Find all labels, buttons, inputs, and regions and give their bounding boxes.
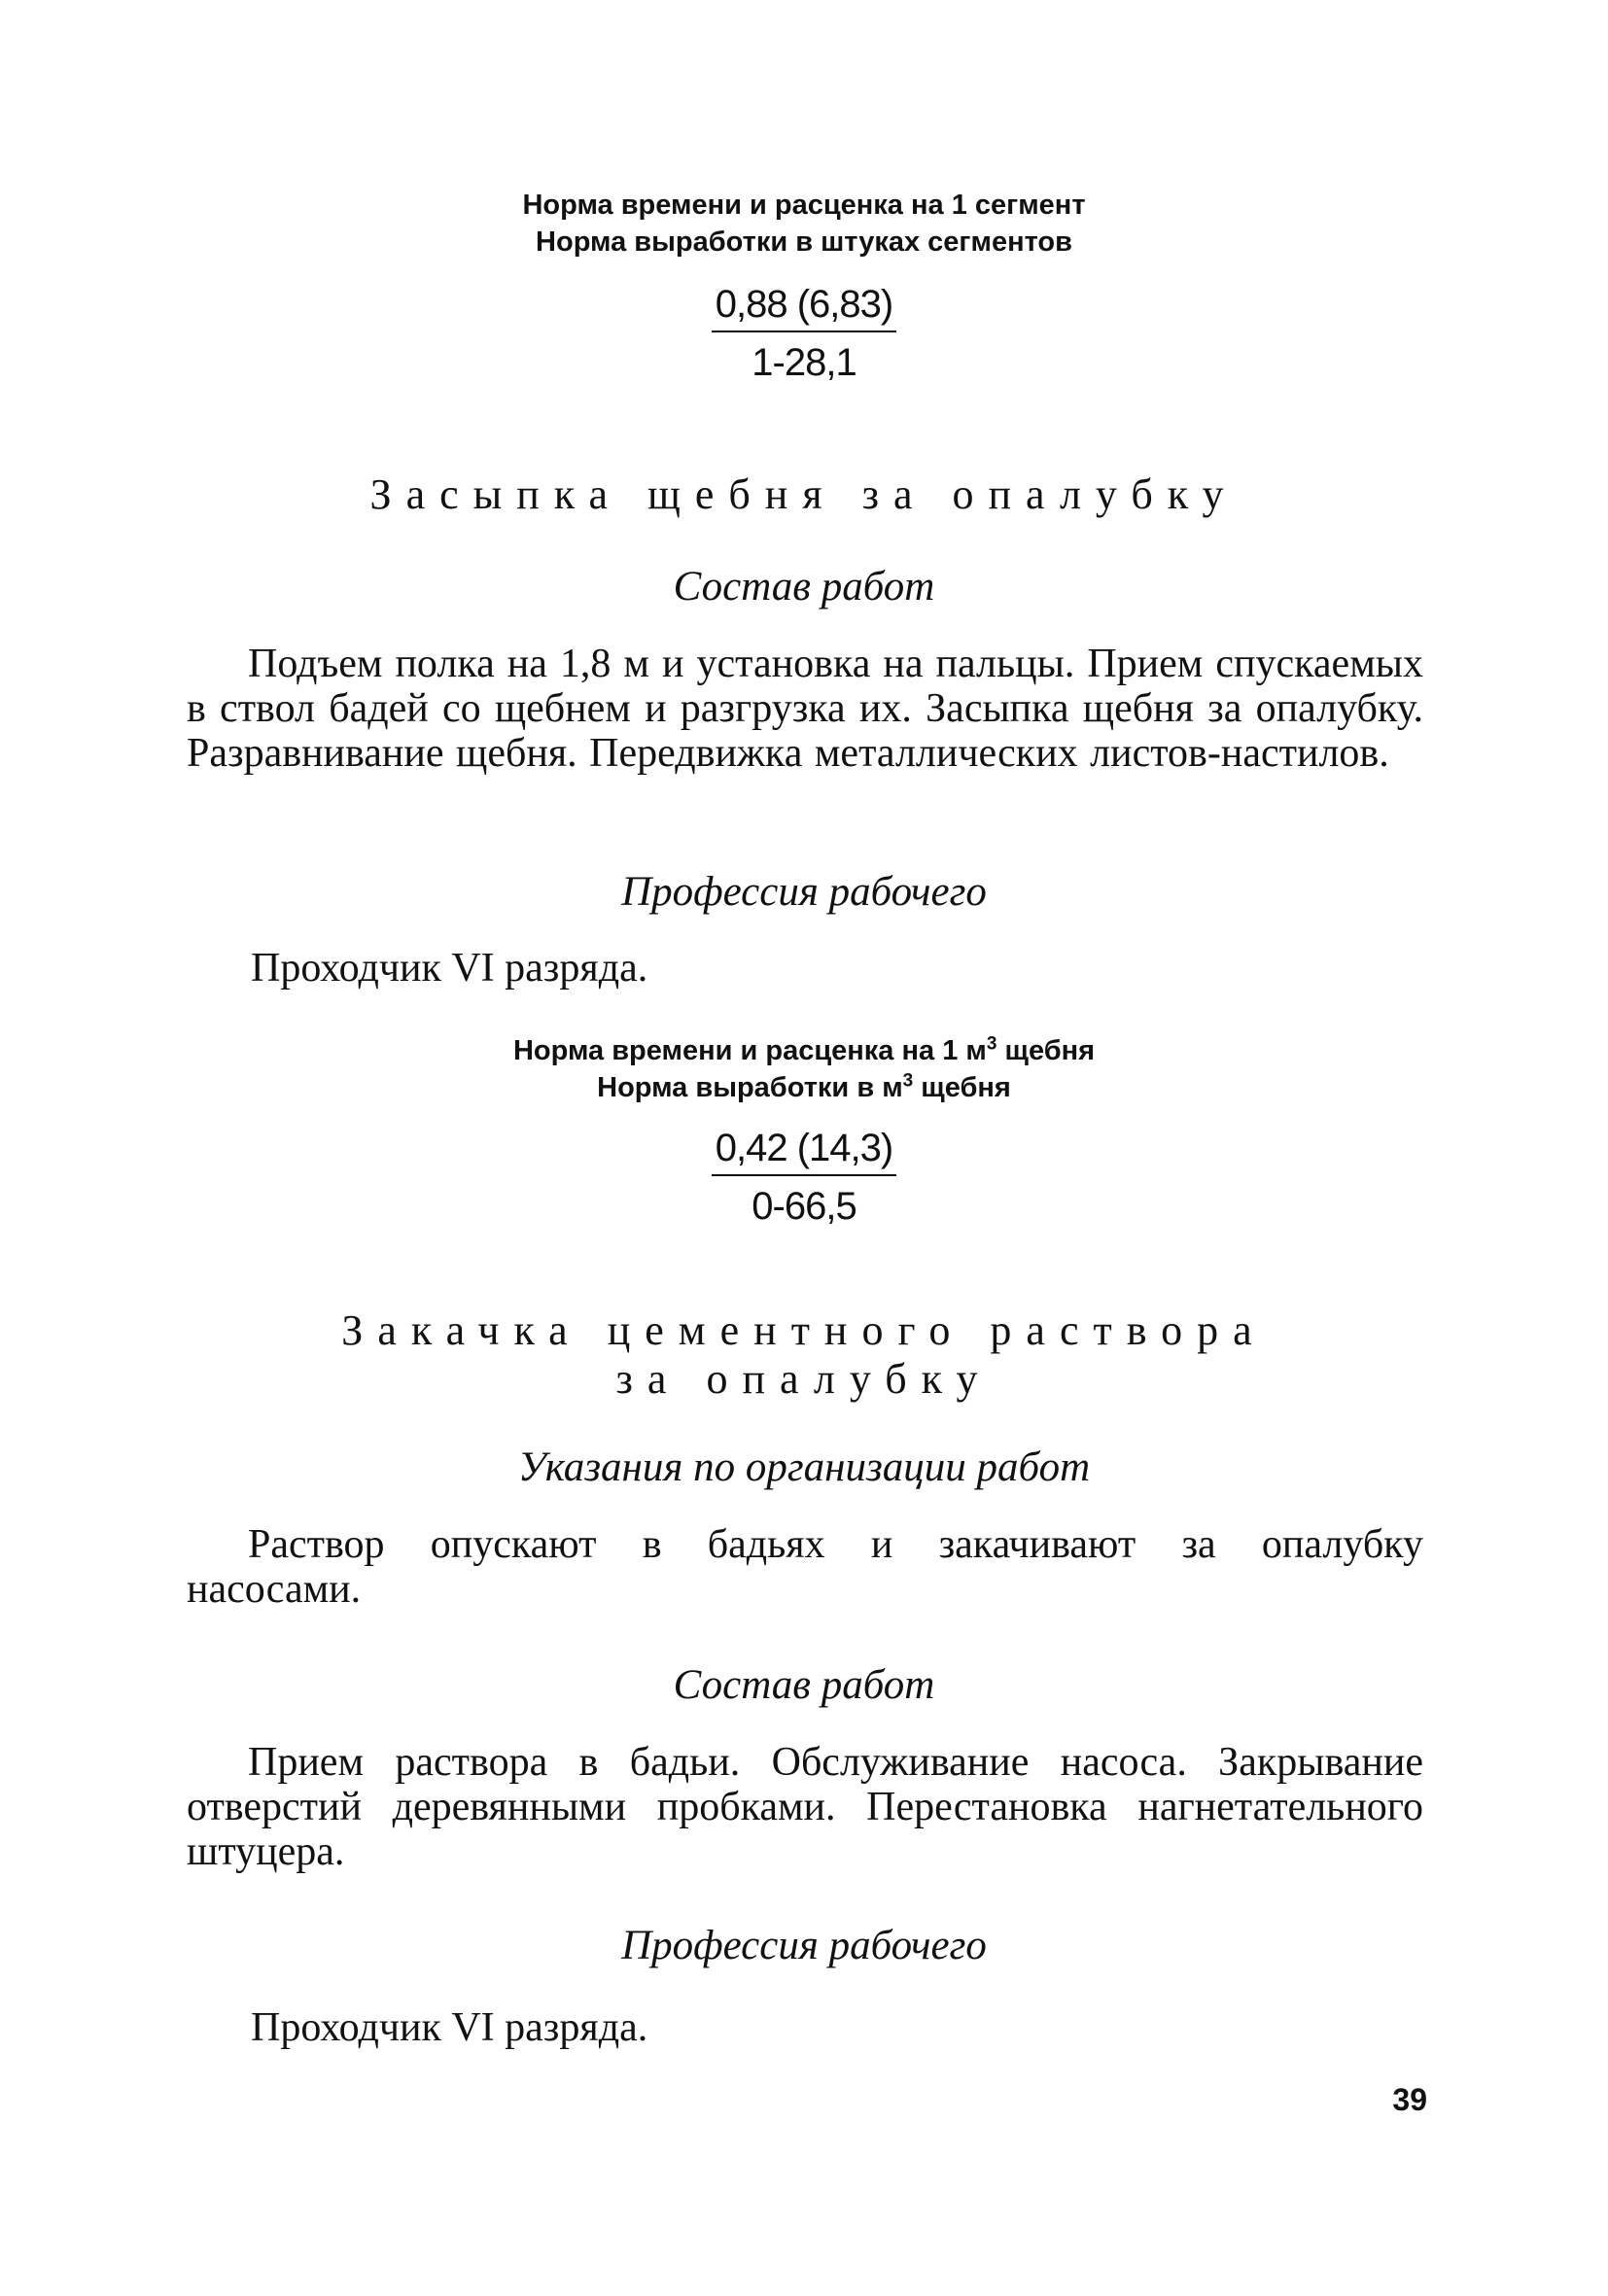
norm-fraction-1 [0,282,1608,387]
profession-text: Проходчик VI разряда. [251,946,648,991]
norm-line-suffix: щебня [996,1035,1096,1066]
norm-line-prefix: Норма времени и расценка на 1 м [512,1035,987,1066]
composition-heading-2: Состав работ [673,1662,935,1708]
section-title-line2: за опалубку [615,1355,993,1403]
section-title: Засыпка щебня за опалубку [369,470,1239,518]
norm-output-heading-2 [0,1069,1608,1106]
norm-line-suffix: щебня [913,1072,1011,1103]
composition-heading: Состав работ [673,564,935,609]
composition-paragraph-2 [187,1740,1423,1874]
profession-text-2: Проходчик VI разряда. [251,2005,648,2050]
instructions-heading: Указания по организации работ [517,1444,1091,1490]
norm-line-sup: 3 [986,1033,997,1055]
section-title-line1: Закачка цементного раствора [341,1306,1267,1354]
composition-paragraph [187,642,1423,776]
fraction-numerator: 0,42 (14,3) [715,1127,893,1169]
fraction-denominator: 1-28,1 [752,341,856,384]
norm-time-heading: Норма времени и расценка на 1 сегмент [522,190,1086,221]
profession-heading: Профессия рабочего [621,869,987,915]
norm-line-sup: 3 [902,1070,914,1092]
norm-time-heading-2 [0,1032,1608,1069]
norm-line-prefix: Норма выработки в м [597,1072,903,1103]
page-number: 39 [1392,2082,1427,2117]
composition-text: Подъем полка на 1,8 м и установка на пальцы. Прием спускаемых в ствол бадей со щебнем и разгрузка их. Засыпка щебня за опалубку. Разравнивание щебня. Передвижка металлических листов-настилов. [187,642,1423,776]
instructions-paragraph [187,1522,1423,1612]
profession-heading-2: Профессия рабочего [621,1923,987,1968]
fraction-denominator: 0-66,5 [752,1185,856,1228]
instructions-text: Раствор опускают в бадьях и закачивают за опалубку насосами. [187,1522,1423,1612]
composition-text-2: Прием раствора в бадьи. Обслуживание насоса. Закрывание отверстий деревянными пробками. Перестановка нагнетательного штуцера. [187,1740,1423,1874]
fraction-numerator: 0,88 (6,83) [715,283,893,326]
norm-fraction-2 [0,1126,1608,1231]
norm-output-heading: Норма выработки в штуках сегментов [536,226,1072,258]
